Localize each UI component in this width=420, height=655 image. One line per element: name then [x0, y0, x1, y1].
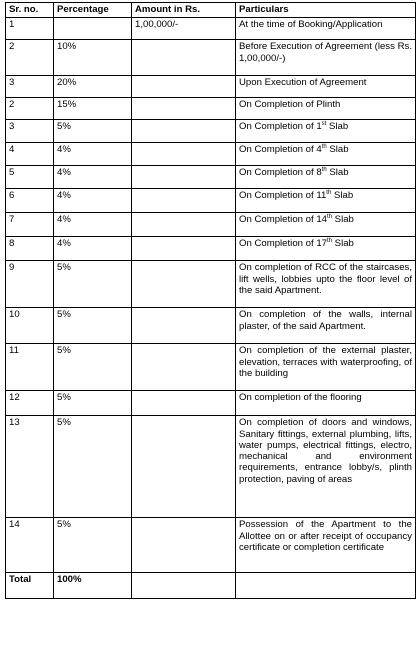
header-row — [6, 3, 416, 18]
row-sr-no: 1 — [6, 18, 54, 40]
row-amount — [132, 391, 236, 416]
row-sr-no: 13 — [6, 416, 54, 518]
row-particulars: On Completion of 14th Slab — [236, 213, 416, 237]
row-particulars: On completion of RCC of the staircases, lift wells, lobbies upto the floor level of the said Apartment. — [236, 261, 416, 308]
table-row — [6, 189, 416, 213]
row-sr-no: 2 — [6, 98, 54, 120]
row-amount — [132, 120, 236, 143]
table-row — [6, 391, 416, 416]
row-percentage: 4% — [54, 166, 132, 189]
table-row — [6, 166, 416, 189]
total-row — [6, 573, 416, 599]
row-particulars: On Completion of Plinth — [236, 98, 416, 120]
row-particulars: On completion of the external plaster, elevation, terraces with waterproofing, of the building — [236, 344, 416, 391]
row-amount — [132, 76, 236, 98]
row-amount — [132, 166, 236, 189]
row-percentage: 4% — [54, 237, 132, 261]
row-amount — [132, 261, 236, 308]
row-particulars: At the time of Booking/Application — [236, 18, 416, 40]
row-sr-no: 7 — [6, 213, 54, 237]
row-percentage: 4% — [54, 189, 132, 213]
row-percentage: 5% — [54, 308, 132, 344]
row-percentage: 5% — [54, 416, 132, 518]
table-row — [6, 120, 416, 143]
row-particulars: On Completion of 1st Slab — [236, 120, 416, 143]
total-particulars — [236, 573, 416, 599]
row-percentage: 5% — [54, 518, 132, 573]
row-percentage: 15% — [54, 98, 132, 120]
row-particulars: On Completion of 17th Slab — [236, 237, 416, 261]
row-amount — [132, 344, 236, 391]
row-percentage: 5% — [54, 391, 132, 416]
row-percentage: 10% — [54, 40, 132, 76]
row-percentage: 5% — [54, 344, 132, 391]
total-label: Total — [6, 573, 54, 599]
row-sr-no: 9 — [6, 261, 54, 308]
row-sr-no: 4 — [6, 143, 54, 166]
row-amount: 1,00,000/- — [132, 18, 236, 40]
row-particulars: On Completion of 4th Slab — [236, 143, 416, 166]
row-amount — [132, 98, 236, 120]
row-sr-no: 3 — [6, 120, 54, 143]
table-row — [6, 18, 416, 40]
row-amount — [132, 213, 236, 237]
table-row — [6, 518, 416, 573]
row-sr-no: 14 — [6, 518, 54, 573]
row-sr-no: 2 — [6, 40, 54, 76]
row-amount — [132, 416, 236, 518]
table-row — [6, 308, 416, 344]
row-particulars: On Completion of 8th Slab — [236, 166, 416, 189]
header-amount: Amount in Rs. — [132, 3, 236, 18]
row-sr-no: 3 — [6, 76, 54, 98]
table-row — [6, 213, 416, 237]
table-row — [6, 261, 416, 308]
row-particulars: Possession of the Apartment to the Allottee on or after receipt of occupancy certificate or completion certificate — [236, 518, 416, 573]
row-sr-no: 8 — [6, 237, 54, 261]
table-row — [6, 98, 416, 120]
header-sr-no: Sr. no. — [6, 3, 54, 18]
table-row — [6, 344, 416, 391]
row-percentage: 20% — [54, 76, 132, 98]
table-row — [6, 40, 416, 76]
table-row — [6, 76, 416, 98]
payment-schedule-table — [5, 2, 416, 599]
table-row — [6, 237, 416, 261]
row-amount — [132, 40, 236, 76]
row-percentage: 5% — [54, 261, 132, 308]
header-particulars: Particulars — [236, 3, 416, 18]
row-amount — [132, 143, 236, 166]
row-sr-no: 10 — [6, 308, 54, 344]
row-amount — [132, 308, 236, 344]
row-percentage: 5% — [54, 120, 132, 143]
total-amount — [132, 573, 236, 599]
header-percentage: Percentage — [54, 3, 132, 18]
row-percentage: 4% — [54, 213, 132, 237]
row-sr-no: 11 — [6, 344, 54, 391]
row-particulars: Upon Execution of Agreement — [236, 76, 416, 98]
payment-schedule — [5, 2, 416, 599]
row-particulars: On completion of the flooring — [236, 391, 416, 416]
row-particulars: On completion of doors and windows, Sanitary fittings, external plumbing, lifts, water pumps, electrical fittings, electro, mechanical and environment requirements, entrance lobby/s, plinth protection, paving of areas — [236, 416, 416, 518]
row-particulars: Before Execution of Agreement (less Rs. 1,00,000/-) — [236, 40, 416, 76]
row-sr-no: 5 — [6, 166, 54, 189]
row-amount — [132, 237, 236, 261]
row-percentage: 4% — [54, 143, 132, 166]
row-percentage — [54, 18, 132, 40]
row-particulars: On Completion of 11th Slab — [236, 189, 416, 213]
total-percentage: 100% — [54, 573, 132, 599]
row-particulars: On completion of the walls, internal plaster, of the said Apartment. — [236, 308, 416, 344]
table-row — [6, 143, 416, 166]
row-sr-no: 12 — [6, 391, 54, 416]
row-amount — [132, 518, 236, 573]
table-row — [6, 416, 416, 518]
row-sr-no: 6 — [6, 189, 54, 213]
row-amount — [132, 189, 236, 213]
